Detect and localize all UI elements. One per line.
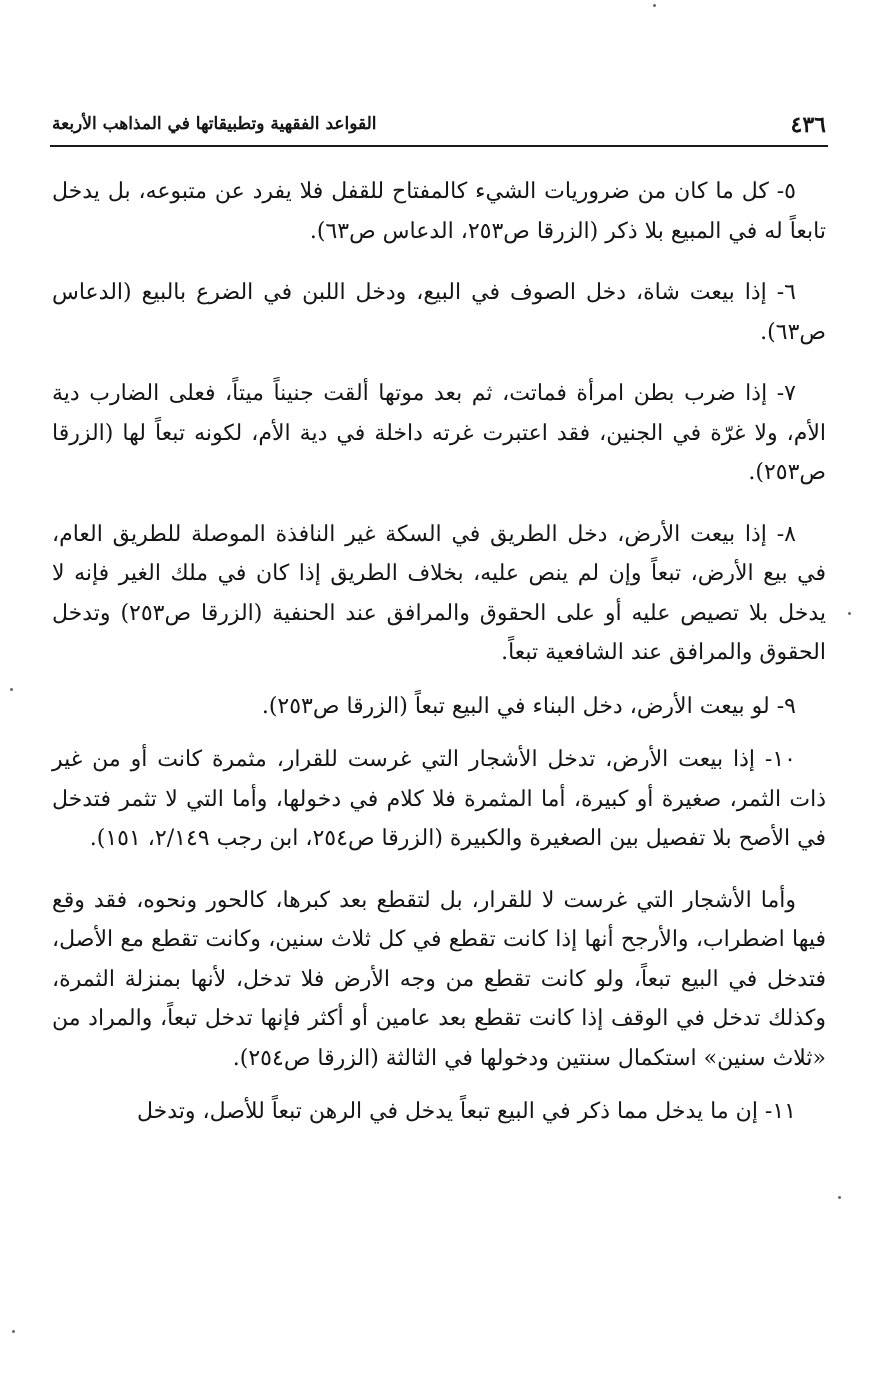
scan-speck	[848, 612, 851, 615]
running-title: القواعد الفقهية وتطبيقاتها في المذاهب الأربعة	[52, 114, 377, 134]
scan-speck	[10, 688, 13, 691]
paragraph-item-10: ١٠- إذا بيعت الأرض، تدخل الأشجار التي غرست للقرار، مثمرة كانت أو من غير ذات الثمر، صغيرة أو كبيرة، أما المثمرة فلا كلام في دخولها، وأما التي لا تثمر فتدخل في الأصح بلا تفصيل بين الصغيرة والكبيرة (الزرقا ص٢٥٤، ابن رجب ٢/١٤٩، ١٥١).	[52, 747, 826, 851]
scan-speck	[12, 1330, 15, 1333]
header-rule	[50, 145, 828, 147]
paragraph-item-5: ٥- كل ما كان من ضروريات الشيء كالمفتاح للقفل فلا يفرد عن متبوعه، بل يدخل تابعاً له في المبيع بلا ذكر (الزرقا ص٢٥٣، الدعاس ص٦٣).	[52, 179, 826, 244]
scan-speck	[653, 4, 656, 7]
paragraph-item-7: ٧- إذا ضرب بطن امرأة فماتت، ثم بعد موتها ألقت جنيناً ميتاً، فعلى الضارب دية الأم، ولا غرّة في الجنين، فقد اعتبرت غرته داخلة في دية الأم، لكونه تبعاً لها (الزرقا ص٢٥٣).	[52, 381, 826, 485]
page-header	[50, 110, 828, 142]
paragraph-continuation: وأما الأشجار التي غرست لا للقرار، بل لتقطع بعد كبرها، كالحور ونحوه، فقد وقع فيها اضطراب، والأرجح أنها إذا كانت تقطع في كل ثلاث سنين، وكانت تقطع مع الأصل، فتدخل في البيع تبعاً، ولو كانت تقطع من وجه الأرض فلا تدخل، لأنها بمنزلة الثمرة، وكذلك تدخل في الوقف إذا كانت تقطع بعد عامين أو أكثر فإنها تدخل تبعاً، والمراد من «ثلاث سنين» استكمال سنتين ودخولها في الثالثة (الزرقا ص٢٥٤).	[52, 887, 826, 1071]
paragraph-item-6: ٦- إذا بيعت شاة، دخل الصوف في البيع، ودخل اللبن في الضرع بالبيع (الدعاس ص٦٣).	[52, 280, 826, 345]
scan-speck	[838, 1196, 841, 1199]
body-text	[52, 172, 826, 1132]
paragraph-item-11: ١١- إن ما يدخل مما ذكر في البيع تبعاً يدخل في الرهن تبعاً للأصل، وتدخل	[136, 1099, 796, 1124]
page-number: ٤٣٦	[790, 112, 826, 138]
paragraph-item-9: ٩- لو بيعت الأرض، دخل البناء في البيع تبعاً (الزرقا ص٢٥٣).	[261, 693, 796, 719]
paragraph-item-8: ٨- إذا بيعت الأرض، دخل الطريق في السكة غير النافذة الموصلة للطريق العام، في بيع الأرض، تبعاً وإن لم ينص عليه، بخلاف الطريق إذا كان في ملك الغير فإنه لا يدخل بلا تصيص عليه أو على الحقوق والمرافق عند الحنفية (الزرقا ص٢٥٣) وتدخل الحقوق والمرافق عند الشافعية تبعاً.	[52, 521, 827, 665]
